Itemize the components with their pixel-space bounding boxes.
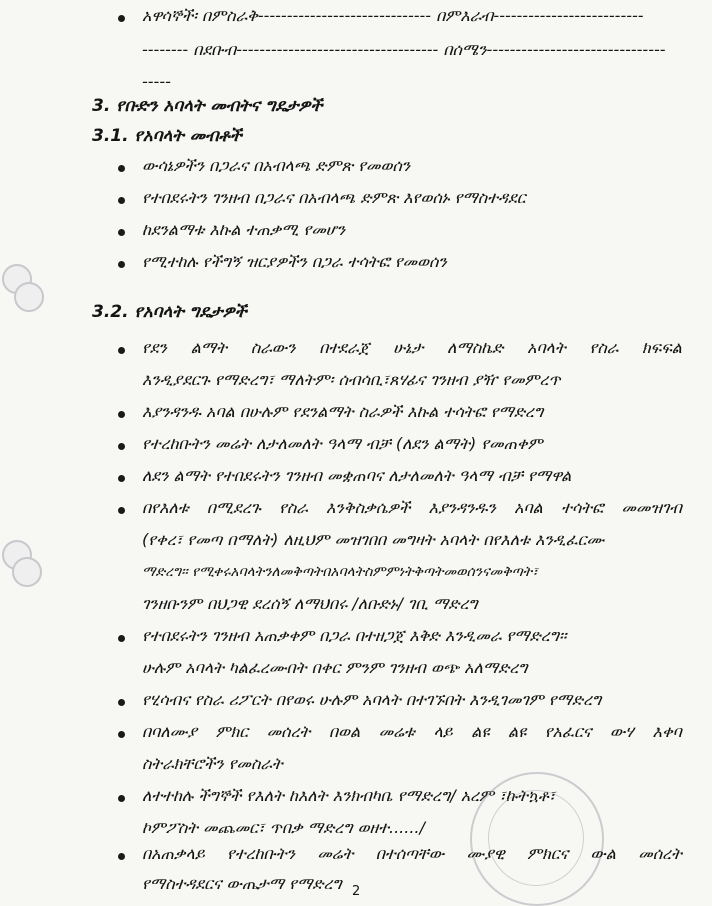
bullet-icon — [118, 731, 125, 738]
page-number: 2 — [352, 884, 361, 899]
duty-item-line: (የቀረ፣ የመጣ በማለት) ለዚህም መዝገበበ መግዛት አባላት በየእለቱ እንዲፈርሙ — [142, 530, 605, 549]
word: እቀባ — [652, 722, 682, 741]
word: በተሰጣቸው — [375, 844, 445, 863]
word: ላይ — [433, 722, 453, 741]
word: እያንዳንዱን — [428, 498, 496, 517]
word: በተደራጀ — [319, 338, 370, 357]
bullet-icon — [118, 411, 125, 418]
word: ልዩ — [471, 722, 490, 741]
word: መመዝገብ — [621, 498, 682, 517]
word: በአጠቃላይ — [142, 844, 205, 863]
word: ክፍፍል — [642, 338, 682, 357]
word: በባለሙያ — [142, 722, 198, 741]
punch-hole-bottom-2 — [12, 557, 42, 587]
word: ምክር — [215, 722, 249, 741]
bullet-icon — [118, 197, 125, 204]
intro-boundaries-line-2: -------- በደቡብ----------------------------------- በሰሜን------------------------------- — [142, 40, 666, 59]
duty-item-line: የተበደሩትን ገንዘብ አጠቃቀም በጋራ በተዘጋጀ እቅድ እንዲመራ የማድረግ፡፡ — [142, 626, 567, 645]
word: በወል — [328, 722, 361, 741]
rights-item: ውሳኔዎችን በጋራና በአብላጫ ድምጽ የመወሰን — [142, 156, 411, 175]
duty-item-line: የሂሳብና የስራ ሪፖርት በየወሩ ሁሉም አባላት በተገኙበት እንዲገመገም የማድረግ — [142, 690, 602, 709]
duty-item-line: ለተተከሉ ችግኞች የእለት ከእለት እንክብካቤ የማድረግ/ አረም ፣ኩትኳቶ፣ — [142, 786, 556, 805]
duty-item-line: ለደን ልማት የተበደሩትን ገንዘብ መቋጠባና ለታለመለት ዓላማ ብቻ የማዋል — [142, 466, 572, 485]
word: መሰረት — [638, 844, 682, 863]
word: የስራ — [279, 498, 308, 517]
duty-item-line — [142, 498, 682, 518]
bullet-icon — [118, 699, 125, 706]
bullet-icon — [118, 347, 125, 354]
word: ተሳትፎ — [561, 498, 604, 517]
word: ለማስኬድ — [447, 338, 504, 357]
bullet-icon — [118, 635, 125, 642]
word: የደን — [142, 338, 167, 357]
word: ውል — [590, 844, 616, 863]
duty-item-line — [142, 338, 682, 358]
duty-item-line — [142, 844, 682, 864]
duty-item-line: ሁሉም አባላት ካልፈረሙበት በቀር ምንም ገንዘብ ወጭ አለማድረግ — [142, 658, 528, 677]
word: የስራ — [589, 338, 619, 357]
word: ሙያዊ — [466, 844, 505, 863]
word: መሰረት — [266, 722, 311, 741]
duty-item-line — [142, 722, 682, 742]
word: በሚደረጉ — [206, 498, 261, 517]
duty-item-line: ስትራክቸሮችን የመስራት — [142, 754, 283, 773]
duty-item-line: እንዲያደርጉ የማድረግ፣ ማለትም፡ ሰብሳቢ፣ጸሃፊና ገንዘብ ያዥ የመምረጥ — [142, 370, 561, 389]
duty-item-line: ኮምፖስት መጨመር፣ ጥበቃ ማድረግ ወዘተ....../ — [142, 818, 425, 837]
word: ምክርና — [527, 844, 569, 863]
word: ልዩ — [507, 722, 527, 741]
section-heading: 3. የቡድን አባላት መብትና ግዴታዎች — [92, 96, 323, 116]
word: በየእለቱ — [142, 498, 189, 517]
rights-item: የሚተከሉ የችግኝ ዝርያዎችን በጋራ ተሳትፎ የመወሰን — [142, 252, 447, 271]
duty-item-line: የማስተዳደርና ውጤታማ የማድረግ — [142, 874, 342, 893]
rights-item: የተበደሩትን ገንዘብ በጋራና በአብላጫ ድምጽ እየወሰኑ የማስተዳደር — [142, 188, 526, 207]
bullet-icon — [118, 795, 125, 802]
word: ሁኔታ — [393, 338, 424, 357]
bullet-icon — [118, 229, 125, 236]
word: መሬት — [317, 844, 354, 863]
bullet-icon — [118, 475, 125, 482]
word: አባላት — [527, 338, 566, 357]
word: የአፈርና — [544, 722, 592, 741]
rights-item: ከደንልማቱ እኩል ተጠቃሚ የመሆን — [142, 220, 346, 239]
duty-item-line: ማድረግ፡፡ የሚቀሩአባላትንለመቅጣትበአባላትስምምነትቅጣትመወሰንናመቅጣት፣ — [142, 564, 538, 580]
word: ስራውን — [250, 338, 296, 357]
bullet-icon — [118, 15, 125, 22]
bullet-icon — [118, 443, 125, 450]
subsection-heading-rights: 3.1. የአባላት መብቶች — [92, 126, 242, 146]
word: እንቅስቃሴዎች — [326, 498, 411, 517]
bullet-icon — [118, 853, 125, 860]
word: መሬቱ — [378, 722, 415, 741]
punch-hole-top-2 — [14, 282, 44, 312]
subsection-heading-duties: 3.2. የአባላት ግዴታዎች — [92, 302, 247, 322]
bullet-icon — [118, 507, 125, 514]
duty-item-line: የተረከቡትን መሬት ለታለመለት ዓላማ ብቻ (ለደን ልማት) የመጠቀም — [142, 434, 543, 453]
bullet-icon — [118, 261, 125, 268]
word: ውሃ — [609, 722, 634, 741]
word: አባል — [514, 498, 543, 517]
intro-boundaries-line: አዋሳኞች፡ በምስራቅ------------------------------ በምእራብ-------------------------- — [142, 6, 644, 25]
duty-item-line: እያንዳንዱ አባል በሁሉም የደንልማት ስራዎች እኩል ተሳትፎ የማድረግ — [142, 402, 544, 421]
duty-item-line: ገንዘቡንም በህጋዊ ደረሰኝ ለማህበሩ /ለቡድኑ/ ገቢ ማድረግ — [142, 594, 478, 613]
official-stamp — [470, 772, 604, 906]
word: የተረከቡትን — [227, 844, 295, 863]
word: ልማት — [190, 338, 228, 357]
intro-boundaries-line-3: ----- — [142, 72, 171, 91]
bullet-icon — [118, 165, 125, 172]
